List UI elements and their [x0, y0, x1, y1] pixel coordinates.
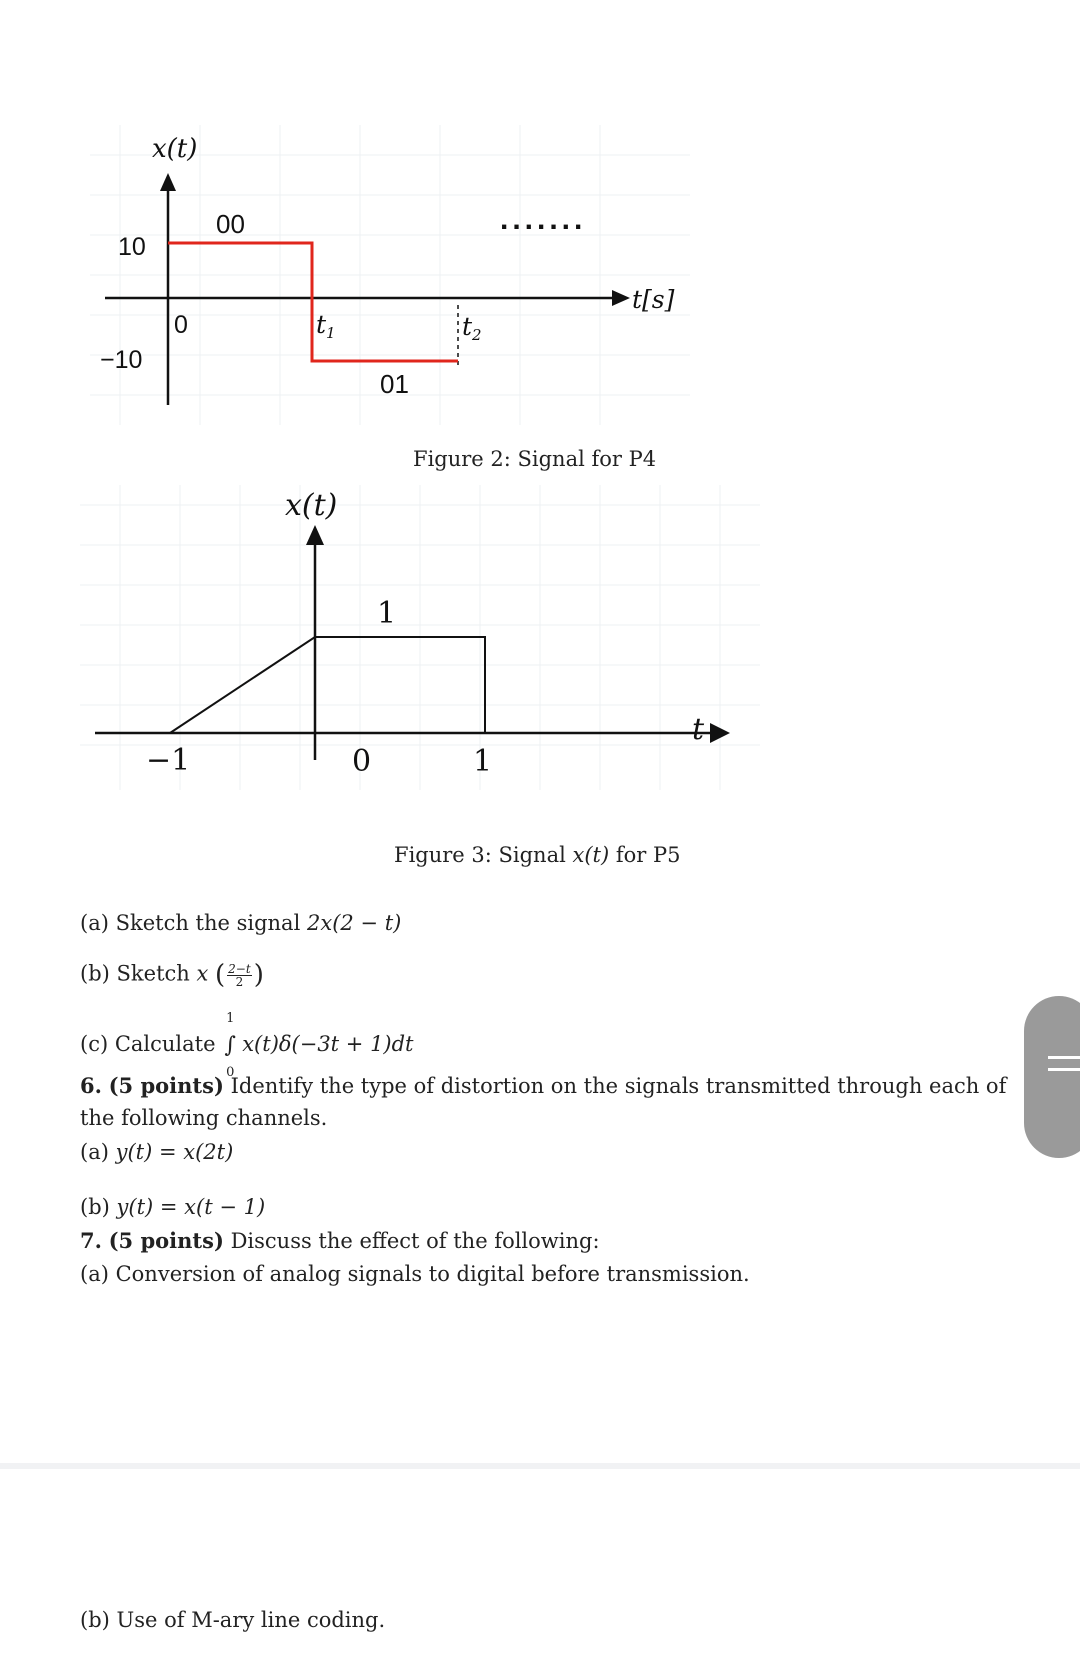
- p7-number: 7.: [80, 1228, 102, 1253]
- p5-b-frac-den: 2: [235, 974, 244, 989]
- p5-b-text: Sketch: [116, 961, 197, 986]
- p5-c-int-lower: 0: [226, 1065, 235, 1080]
- scroll-handle-grip-icon-2: [1048, 1068, 1080, 1071]
- figure-3-x-label: t: [692, 712, 705, 747]
- p5-a-label: (a): [80, 911, 109, 935]
- p5-c-int-upper: 1: [226, 1011, 235, 1026]
- p6-heading: [80, 1073, 1006, 1098]
- p7-part-b: [80, 1608, 385, 1632]
- figure-2-origin-label: 0: [174, 311, 188, 339]
- figure-3-graph: [80, 485, 760, 790]
- integral-symbol: 1 ∫ 0: [222, 1033, 238, 1058]
- figure-3-caption-prefix: Figure 3: Signal: [394, 843, 573, 867]
- p7-heading: [80, 1228, 600, 1253]
- figure-3-caption-suffix: for P5: [609, 843, 681, 867]
- figure-3-amplitude-arrow: [306, 525, 324, 545]
- p6-points: (5 points): [108, 1073, 224, 1098]
- p6-b-label: (b): [80, 1195, 110, 1219]
- figure-2: [90, 125, 690, 425]
- figure-2-tick-neg: −10: [100, 346, 143, 374]
- figure-2-ellipsis: .......: [500, 203, 587, 236]
- p6-number: 6.: [80, 1073, 102, 1098]
- p7-b-label: (b): [80, 1608, 110, 1632]
- figure-2-y-label: x(t): [152, 134, 198, 164]
- p5-a-text: Sketch the signal: [115, 911, 307, 935]
- p6-part-b: [80, 1195, 265, 1219]
- p6-b-math: y(t) = x(t − 1): [116, 1195, 266, 1219]
- figure-3-signal: [170, 637, 485, 733]
- figure-2-graph: [90, 125, 690, 425]
- p5-a-math: 2x(2 − t): [306, 911, 402, 935]
- p5-b-frac-num: 2−t: [228, 961, 251, 976]
- p6-a-math: y(t) = x(2t): [115, 1140, 234, 1164]
- p5-b-open-paren: (: [215, 960, 226, 990]
- figure-2-x-label: t[s]: [632, 285, 675, 314]
- p5-c-math: x(t)δ(−3t + 1)dt: [242, 1032, 414, 1056]
- p6-a-label: (a): [80, 1140, 109, 1164]
- figure-2-tick-pos: 10: [118, 233, 146, 261]
- figure-3-tick-0: 0: [352, 744, 372, 779]
- figure-2-time-arrow: [612, 290, 630, 306]
- figure-3-caption-math: x(t): [572, 843, 610, 867]
- p7-text: Discuss the effect of the following:: [230, 1229, 600, 1253]
- figure-3-tick-neg1: −1: [146, 743, 191, 778]
- figure-2-t1-label: $t_1$: [316, 310, 336, 342]
- figure-3-level-label: 1: [377, 596, 397, 631]
- p5-b-fraction: [227, 963, 252, 988]
- p6-part-a: [80, 1140, 233, 1164]
- p6-text-line2: the following channels.: [80, 1106, 328, 1130]
- figure-2-t2-label: $t_2$: [462, 312, 482, 344]
- p5-c-label: (c): [80, 1032, 109, 1056]
- figure-2-amplitude-arrow: [160, 173, 176, 191]
- figure-2-bits-01: 01: [380, 369, 409, 399]
- p5-part-b: [80, 960, 264, 990]
- figure-3: [80, 485, 760, 790]
- p7-part-a: [80, 1262, 750, 1286]
- figure-2-caption: Figure 2: Signal for P4: [413, 447, 657, 471]
- figure-2-signal: [168, 243, 458, 361]
- figure-3-tick-1: 1: [473, 744, 493, 779]
- p5-part-a: [80, 911, 401, 935]
- p5-b-math: x: [196, 961, 209, 986]
- scroll-handle-grip-icon: [1048, 1056, 1080, 1059]
- figure-2-bits-00: 00: [216, 209, 245, 239]
- p5-part-c: [80, 1011, 414, 1080]
- figure-3-y-label: x(t): [285, 488, 338, 523]
- p7-a-label: (a): [80, 1262, 109, 1286]
- p7-points: (5 points): [108, 1228, 224, 1253]
- p5-b-label: (b): [80, 961, 110, 986]
- figure-3-caption: [394, 843, 680, 867]
- p5-b-close-paren: ): [253, 960, 264, 990]
- p7-a-text: Conversion of analog signals to digital before transmission.: [115, 1262, 750, 1286]
- p5-c-text: Calculate: [114, 1032, 223, 1056]
- scroll-handle[interactable]: [1024, 996, 1080, 1158]
- page-separator: [0, 1463, 1080, 1469]
- p6-text-line1: Identify the type of distortion on the signals transmitted through each of: [230, 1074, 1007, 1098]
- p7-b-text: Use of M-ary line coding.: [116, 1608, 386, 1632]
